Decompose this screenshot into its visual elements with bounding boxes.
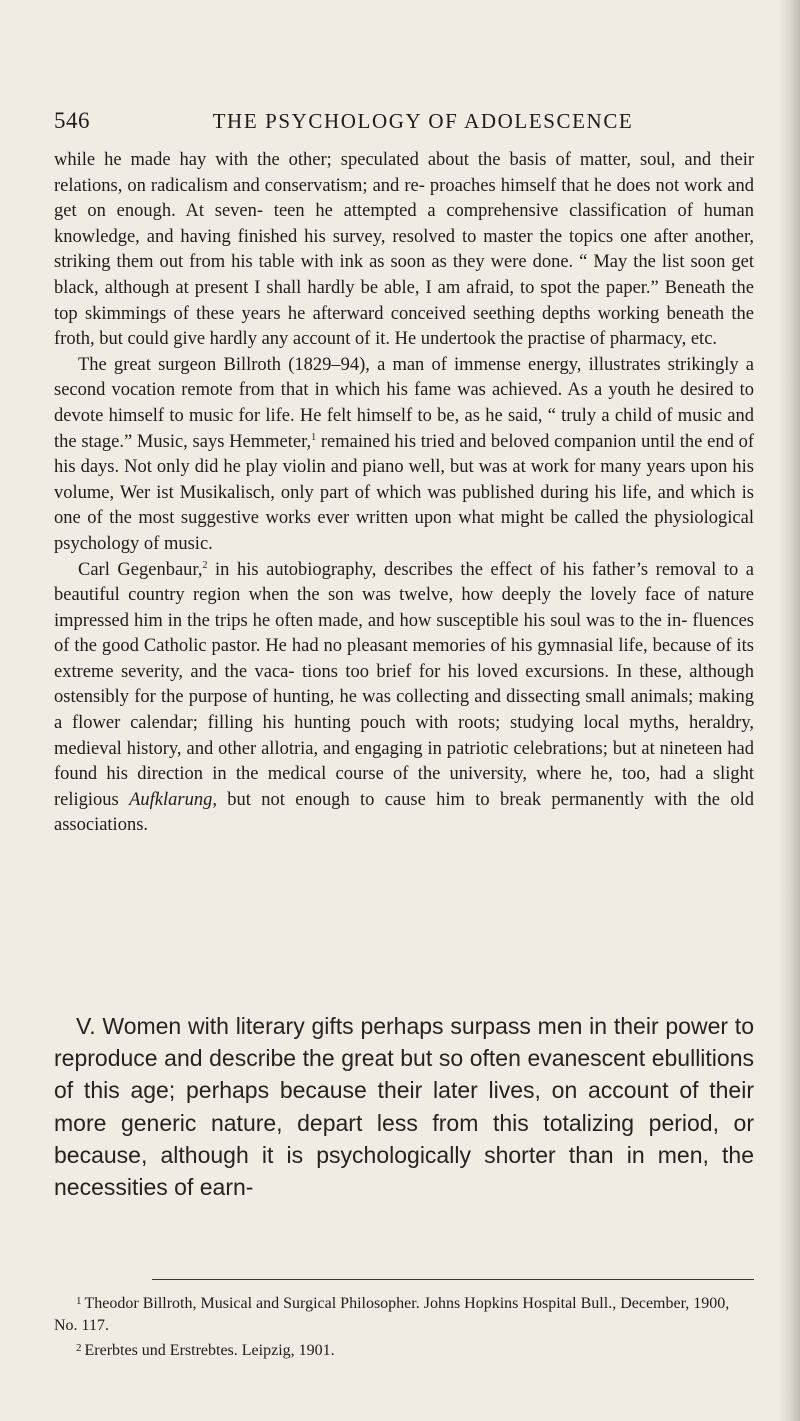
- footnotes: [54, 1290, 754, 1362]
- section-v-paragraph: V. Women with literary gifts perhaps surpass men in their power to reproduce and describe the great but so often evanescent ebullitions of this age; perhaps because their later lives, on account of their more generic nature, depart less from this totalizing period, or because, although it is psychologically shorter than in men, the necessities of earn-: [54, 1013, 754, 1201]
- paragraph-gegenbaur: [54, 558, 754, 840]
- footnote-2: [54, 1337, 754, 1362]
- italic-term: Aufklarung,: [129, 789, 217, 810]
- footnote-1-text: Theodor Billroth, Musical and Surgical Philosopher. Johns Hopkins Hospital Bull., December, 1900, No. 117.: [54, 1295, 730, 1334]
- footnote-ref-1: 1: [311, 431, 317, 443]
- paragraph-1: while he made hay with the other; speculated about the basis of matter, soul, and their relations, on radicalism and conservatism; and re- proaches himself that he does not work and get on enough. At seven- teen he attempted a comprehensive classification of human knowledge, and having finished his survey, resolved to master the topics one after another, striking them out from his table with ink as soon as they were done. “ May the list soon get black, although at present I shall hardly be able, I am afraid, to spot the paper.” Beneath the top skimmings of these years he afterward conceived seething depths working beneath the froth, but could give hardly any account of it. He undertook the practise of pharmacy, etc.: [54, 150, 754, 350]
- paragraph-billroth: [54, 353, 754, 558]
- footnote-divider: [152, 1279, 754, 1280]
- section-v: [54, 1010, 754, 1203]
- footnote-2-mark: 2: [76, 1342, 82, 1354]
- paragraph-gegenbaur-text-c: but not enough to cause him to break permanently with the old associations.: [54, 789, 754, 836]
- paragraph-gegenbaur-text-b: in his autobiography, describes the effect of his father’s removal to a beautiful country region when the son was twelve, how deeply the lovely face of nature impressed him in the trips he often made, and how susceptible his soul was to the in- fluences of the good Catholic pastor. He had no pleasant memories of his gymnasial life, because of its extreme severity, and the vaca- tions too brief for his loved excursions. In these, although ostensibly for the purpose of hunting, he was collecting and dissecting small animals; making a flower calendar; filling his hunting pouch with roots; studying local myths, heraldry, medieval history, and other allotria, and engaging in patriotic celebrations; but at nineteen had found his direction in the medical course of the university, where he, too, had a slight religious: [54, 559, 754, 810]
- paragraph-billroth-text-a: The great surgeon Billroth (1829–94), a man of immense energy, illustrates strikingly a second vocation remote from that in which his fame was achieved. As a youth he desired to devote himself to music for life. He felt himself to be, as he said, “ truly a child of music and the stage.” Music, says Hemmeter,: [54, 354, 754, 452]
- footnote-2-text: Ererbtes und Erstrebtes. Leipzig, 1901.: [84, 1342, 335, 1359]
- footnote-1: [54, 1290, 754, 1337]
- footnote-ref-2: 2: [202, 559, 208, 571]
- running-title: THE PSYCHOLOGY OF ADOLESCENCE: [212, 109, 634, 133]
- paragraph-gegenbaur-text-a: Carl Gegenbaur,: [78, 559, 203, 580]
- page-number: 546: [54, 108, 90, 133]
- page-edge-shadow: [778, 0, 800, 1421]
- page-header: [54, 108, 754, 144]
- footnote-1-mark: 1: [76, 1295, 82, 1307]
- paragraph-billroth-text-b: remained his tried and beloved companion until the end of his days. Not only did he play violin and piano well, but was at work for many years upon his volume, Wer ist Musikalisch, only part of which was published during his life, and which is one of the most suggestive works ever written upon what might be called the physiological psychology of music.: [54, 431, 754, 554]
- main-text: [54, 148, 754, 839]
